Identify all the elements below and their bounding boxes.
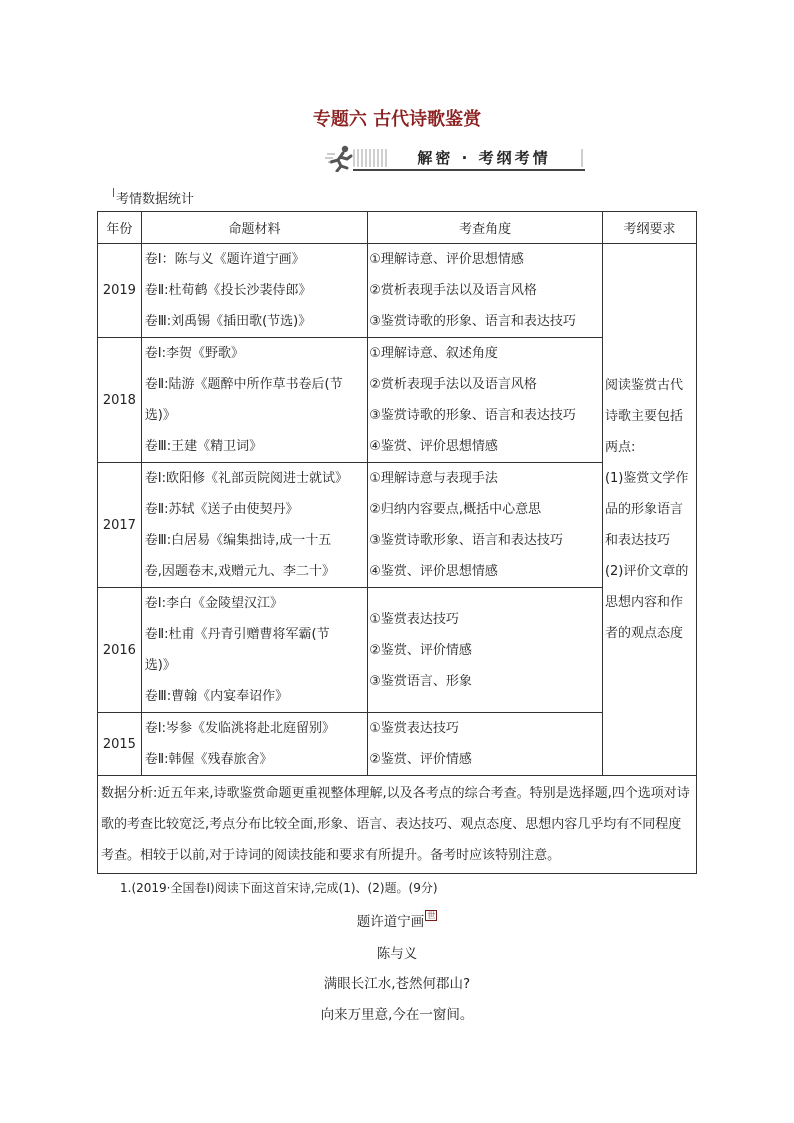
angle-line: ①理解诗意、评价思想情感 <box>369 252 524 267</box>
material-line: 卷Ⅲ:曹翰《内宴奉诏作》 <box>144 689 289 704</box>
material-line: 卷Ⅰ：陈与义《题许道宁画》 <box>144 252 305 267</box>
materials-cell <box>141 588 368 713</box>
year-cell: 2017 <box>98 463 142 588</box>
exam-stats-table <box>97 211 697 874</box>
materials-cell <box>141 713 368 776</box>
header-angles: 考查角度 <box>368 212 603 244</box>
material-line: 卷Ⅰ:李贺《野歌》 <box>144 346 244 361</box>
requirement-line: 思想内容和作 <box>604 595 683 610</box>
poem-tag: 世 <box>427 911 436 920</box>
material-line: 选)》 <box>144 658 176 673</box>
angle-line: ②归纳内容要点,概括中心意思 <box>369 502 542 517</box>
angle-line: ③鉴赏语言、形象 <box>369 673 472 689</box>
header-materials: 命题材料 <box>141 212 368 244</box>
requirement-line: (2)评价文章的 <box>604 564 689 579</box>
materials-cell <box>141 244 368 338</box>
material-line: 卷Ⅱ:苏轼《送子由使契丹》 <box>144 502 299 517</box>
material-line: 卷Ⅱ:杜荀鹤《投长沙裴侍郎》 <box>144 283 312 298</box>
material-line: 卷Ⅱ:韩偓《残春旅舍》 <box>144 752 273 767</box>
page-title: 专题六 古代诗歌鉴赏 <box>312 109 482 130</box>
header-year: 年份 <box>98 212 142 244</box>
material-line: 卷Ⅱ:陆游《题醉中所作草书卷后(节 <box>144 377 343 392</box>
requirement-cell <box>602 244 696 776</box>
poem-line: 向来万里意,今在一窗间。 <box>320 1007 474 1023</box>
requirement-line: 两点: <box>604 440 636 455</box>
year-cell: 2018 <box>98 338 142 463</box>
requirement-line: 品的形象语言 <box>604 502 683 517</box>
angle-line: ④鉴赏、评价思想情感 <box>369 564 498 579</box>
angle-line: ②赏析表现手法以及语言风格 <box>369 377 537 392</box>
angle-line: ④鉴赏、评价思想情感 <box>369 439 498 454</box>
requirement-line: 阅读鉴赏古代 <box>604 378 683 393</box>
material-line: 卷,因题卷末,戏赠元九、李二十》 <box>144 564 336 579</box>
angle-line: ①鉴赏表达技巧 <box>369 611 459 627</box>
poem-line: 满眼长江水,苍然何郡山? <box>323 976 471 992</box>
material-line: 卷Ⅱ:杜甫《丹青引赠曹将军霸(节 <box>144 627 330 642</box>
poem-title-line <box>0 910 794 930</box>
section-label <box>112 188 194 207</box>
section-mark: | <box>112 188 116 198</box>
year-cell: 2015 <box>98 713 142 776</box>
material-line: 卷Ⅰ:岑参《发临洮将赴北庭留别》 <box>144 721 335 736</box>
question-stem: 1.(2019·全国卷Ⅰ)阅读下面这首宋诗,完成(1)、(2)题。(9分) <box>120 881 438 895</box>
header-requirement: 考纲要求 <box>602 212 696 244</box>
requirement-line: 诗歌主要包括 <box>604 409 683 424</box>
banner-label: 解密 · 考纲考情 <box>389 148 579 168</box>
angle-line: ②鉴赏、评价情感 <box>369 752 472 767</box>
data-analysis: 数据分析:近五年来,诗歌鉴赏命题更重视整体理解,以及各考点的综合考查。特别是选择题,四个选项对诗歌的考查比较宽泛,考点分布比较全面,形象、语言、表达技巧、观点态度、思想内容几乎均有不同程度考查。相较于以前,对于诗词的阅读技能和要求有所提升。备考时应该特别注意。 <box>98 776 697 874</box>
poem-author: 陈与义 <box>376 946 418 962</box>
angle-line: ①理解诗意与表现手法 <box>369 471 498 486</box>
angles-cell <box>368 588 603 713</box>
angle-line: ①鉴赏表达技巧 <box>369 721 459 736</box>
requirement-line: 和表达技巧 <box>604 533 670 548</box>
banner-underline <box>353 169 585 171</box>
angles-cell <box>368 244 603 338</box>
table-header-row <box>98 212 697 244</box>
angles-cell <box>368 338 603 463</box>
angle-line: ③鉴赏诗歌形象、语言和表达技巧 <box>369 533 563 548</box>
year-cell: 2019 <box>98 244 142 338</box>
section-label-text: 考情数据统计 <box>116 192 195 207</box>
angle-line: ①理解诗意、叙述角度 <box>369 346 498 361</box>
requirement-line: (1)鉴赏文学作 <box>604 471 689 486</box>
table-row <box>98 244 697 338</box>
material-line: 卷Ⅲ:王建《精卫词》 <box>144 439 263 454</box>
requirement-line: 者的观点态度 <box>604 626 683 641</box>
materials-cell <box>141 338 368 463</box>
angles-cell <box>368 463 603 588</box>
materials-cell <box>141 463 368 588</box>
material-line: 选)》 <box>144 408 176 423</box>
year-cell: 2016 <box>98 588 142 713</box>
angles-cell <box>368 713 603 776</box>
section-banner <box>325 144 589 172</box>
angle-line: ③鉴赏诗歌的形象、语言和表达技巧 <box>369 314 576 329</box>
material-line: 卷Ⅲ:白居易《编集拙诗,成一十五 <box>144 533 332 548</box>
material-line: 卷Ⅰ:李白《金陵望汉江》 <box>144 596 283 611</box>
angle-line: ②赏析表现手法以及语言风格 <box>369 283 537 298</box>
material-line: 卷Ⅰ:欧阳修《礼部贡院阅进士就试》 <box>144 471 348 486</box>
poem-title: 题许道宁画 <box>356 914 425 930</box>
angle-line: ②鉴赏、评价情感 <box>369 642 472 658</box>
material-line: 卷Ⅲ:刘禹锡《插田歌(节选)》 <box>144 314 312 329</box>
angle-line: ③鉴赏诗歌的形象、语言和表达技巧 <box>369 408 576 423</box>
analysis-row <box>98 776 697 874</box>
